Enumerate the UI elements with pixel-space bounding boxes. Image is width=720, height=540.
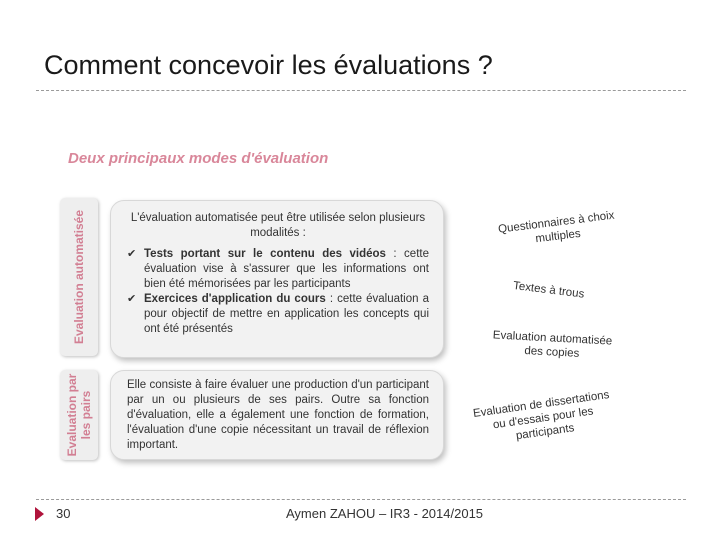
tag-text: Evaluation automatisée des copies <box>492 329 613 360</box>
figure-title: Deux principaux modes d'évaluation <box>68 150 329 167</box>
side-label-peer: Evaluation par les pairs <box>65 373 93 457</box>
title-divider <box>36 90 686 91</box>
footer-text: Aymen ZAHOU – IR3 - 2014/2015 <box>286 506 484 521</box>
tag-text: Questionnaires à choix multiples <box>497 209 616 246</box>
tag-copies <box>485 328 620 363</box>
peer-text: Elle consiste à faire évaluer une production d'un participant par un ou plusieurs de ses pairs. Outre sa fonction d'évaluation, elle a également une fonction de formation, l'évaluation d'une copie nécessitant un travail de réflexion important. <box>127 379 429 451</box>
peer-evaluation-box <box>110 370 444 460</box>
check-icon: ✔ <box>127 293 137 305</box>
item-bold: Exercices d'application du cours <box>144 293 326 305</box>
list-item <box>127 247 429 292</box>
list-item <box>127 292 429 337</box>
item-bold: Tests portant sur le contenu des vidéos <box>144 248 386 260</box>
footer-divider <box>36 499 686 500</box>
triangle-right-icon <box>35 507 44 521</box>
check-icon: ✔ <box>127 248 137 260</box>
tag-text: Evaluation de dissertations ou d'essais pour les participants <box>472 388 611 443</box>
side-label-automated: Evaluation automatisée <box>72 209 86 345</box>
side-tab-automated <box>60 198 98 356</box>
page-number: 30 <box>56 506 71 521</box>
automated-evaluation-box <box>110 200 444 358</box>
tag-textes-a-trous: Textes à trous <box>512 279 585 301</box>
slide-title: Comment concevoir les évaluations ? <box>44 50 493 80</box>
tag-dissertations <box>466 387 620 449</box>
side-tab-peer <box>60 370 98 460</box>
item-text: : cette évaluation vise à s'assurer que les informations ont bien été mémorisées par les participants <box>144 248 429 290</box>
automated-intro: L'évaluation automatisée peut être utilisée selon plusieurs modalités : <box>130 212 426 239</box>
tag-qcm <box>488 207 626 251</box>
item-text: : cette évaluation a pour objectif de mettre en application les concepts qui ont été présentés <box>144 293 429 335</box>
